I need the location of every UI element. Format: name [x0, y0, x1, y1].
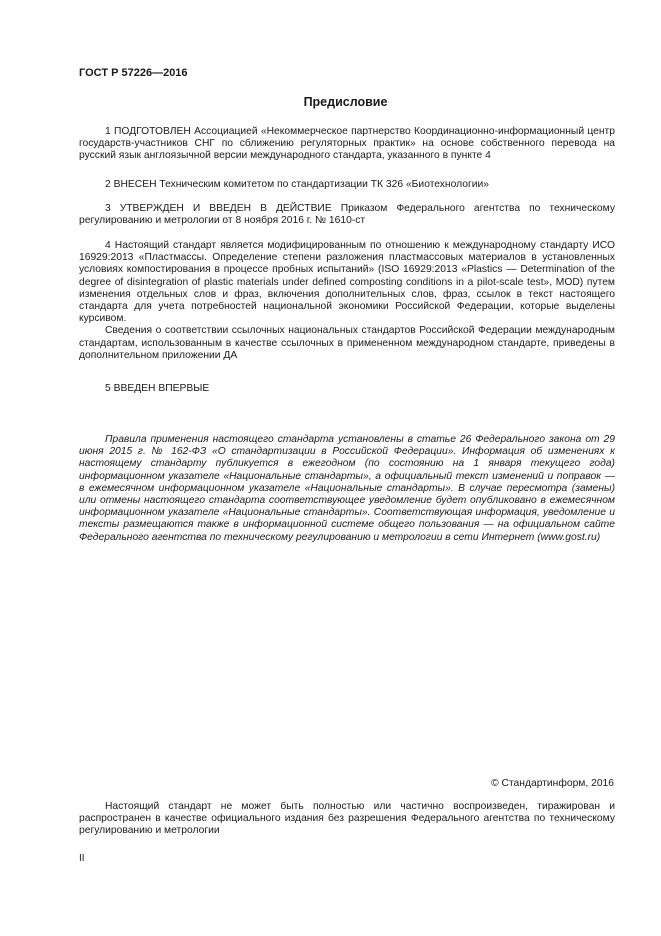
item-4-note: Сведения о соответствии ссылочных национальных стандартов Российской Федерации международным стандартам, использованным в качестве ссылочных в примененном международном стандарте, приведены в дополнительном приложении ДА: [79, 325, 615, 361]
rules-note: [79, 434, 615, 544]
item-2-text: 2 ВНЕСЕН Техническим комитетом по стандартизации ТК 326 «Биотехнологии»: [105, 179, 489, 190]
item-5: [79, 383, 615, 395]
item-3-text: 3 УТВЕРЖДЕН И ВВЕДЕН В ДЕЙСТВИЕ Приказом Федерального агентства по техническому регулированию и метрологии от 8 ноября 2016 г. № 1610-ст: [79, 203, 615, 227]
item-5-text: 5 ВВЕДЕН ВПЕРВЫЕ: [105, 383, 210, 394]
item-4: [79, 240, 615, 362]
item-4-text: 4 Настоящий стандарт является модифицированным по отношению к международному стандарту ИСО 16929:2013 «Пластмассы. Определение степени разложения пластмассовых материалов в установленных условиях компостирования в процессе пробных испытаний» (ISO 16929:2013 «Plastics — Determination of the degree of disintegration of plastic materials under defined composting conditions in a pilot-scale test», MOD) путем изменения отдельных слов и фраз, включения дополнительных слов, фраз, ссылок в текст настоящего стандарта для учета потребностей национальной экономики Российской Федерации, которые выделены курсивом.: [79, 240, 615, 325]
item-1-text: 1 ПОДГОТОВЛЕН Ассоциацией «Некоммерческое партнерство Координационно-информационный центр государств-участников СНГ по сближению регуляторных практик» на основе собственного перевода на русский язык англоязычной версии международного стандарта, указанного в пункте 4: [79, 126, 615, 162]
rules-note-text: Правила применения настоящего стандарта установлены в статье 26 Федерального закона от 29 июня 2015 г. № 162-ФЗ «О стандартизации в Российской Федерации». Информация об изменениях к настоящему стандарту публикуется в ежегодном (по состоянию на 1 января текущего года) информационном указателе «Национальные стандарты», а официальный текст изменений и поправок — в ежемесячном информационном указателе «Национальные стандарты». В случае пересмотра (замены) или отмены настоящего стандарта соответствующее уведомление будет опубликовано в ежемесячном информационном указателе «Национальные стандарты». Соответствующая информация, уведомление и тексты размещаются также в информационной системе общего пользования — на официальном сайте Федерального агентства по техническому регулированию и метрологии в сети Интернет (www.gost.ru): [79, 434, 615, 543]
item-1: [79, 126, 615, 163]
item-2: [79, 179, 615, 191]
page-title: Предисловие: [303, 95, 388, 109]
standard-code: ГОСТ Р 57226—2016: [79, 67, 188, 79]
copyright: © Стандартинформ, 2016: [491, 778, 614, 789]
reproduction-notice: Настоящий стандарт не может быть полностью или частично воспроизведен, тиражирован и распространен в качестве официального издания без разрешения Федерального агентства по техническому регулированию и метрологии: [79, 801, 615, 837]
page-number: II: [79, 853, 85, 864]
item-3: [79, 203, 615, 227]
